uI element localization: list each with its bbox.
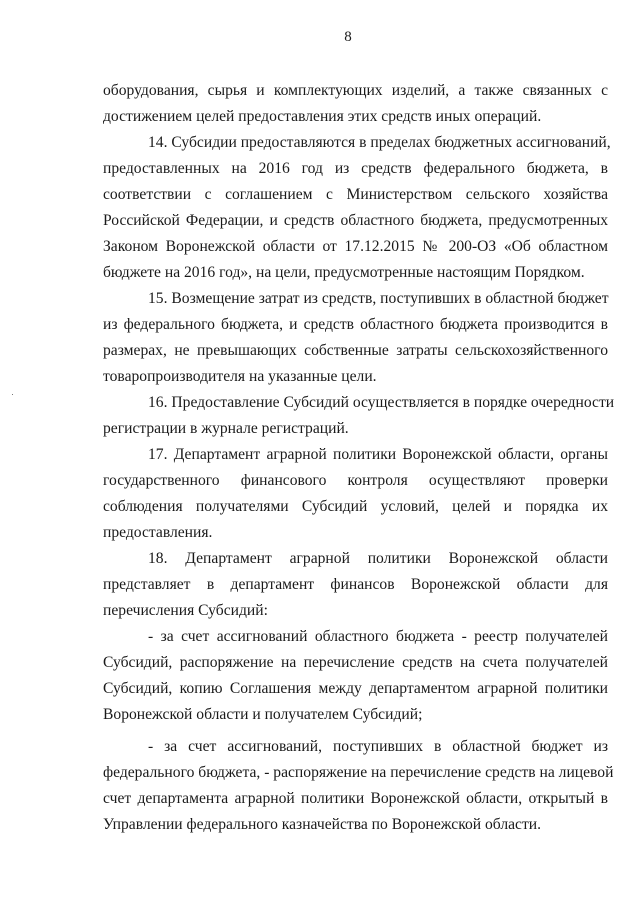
text-line: размерах, не превышающих собственные затраты сельскохозяйственного (103, 342, 608, 359)
text-line: соответствии с соглашением с Министерством сельского хозяйства (103, 186, 608, 203)
text-line: 15. Возмещение затрат из средств, поступивших в областной бюджет (148, 290, 609, 307)
page-number: 8 (344, 29, 352, 45)
text-line: 16. Предоставление Субсидий осуществляется в порядке очередности (148, 394, 615, 411)
text-line: из федерального бюджета, и средств областного бюджета производится в (103, 316, 608, 333)
text-line: - за счет ассигнований, поступивших в областной бюджет из (148, 738, 608, 755)
text-line: 14. Субсидии предоставляются в пределах бюджетных ассигнований, (148, 134, 611, 151)
text-line: - за счет ассигнований областного бюджета - реестр получателей (148, 628, 608, 645)
text-line: счет департамента аграрной политики Воронежской области, открытый в (103, 790, 608, 807)
text-line: 18. Департамент аграрной политики Воронежской области (148, 550, 608, 567)
text-line: предоставления. (103, 524, 213, 541)
text-line: 17. Департамент аграрной политики Воронежской области, органы (148, 446, 608, 463)
text-line: предоставленных на 2016 год из средств федерального бюджета, в (103, 160, 608, 177)
text-line: перечисления Субсидий: (103, 602, 268, 619)
text-line: представляет в департамент финансов Воронежской области для (103, 576, 608, 593)
text-line: государственного финансового контроля осуществляют проверки (103, 472, 608, 489)
text-line: Субсидий, копию Соглашения между департаментом аграрной политики (103, 680, 608, 697)
text-line: бюджете на 2016 год», на цели, предусмотренные настоящим Порядком. (103, 264, 585, 281)
text-line: оборудования, сырья и комплектующих изделий, а также связанных с (103, 82, 608, 99)
text-line: достижением целей предоставления этих средств иных операций. (103, 108, 542, 125)
scan-artifact-dot (12, 394, 13, 395)
text-line: Субсидий, распоряжение на перечисление средств на счета получателей (103, 654, 608, 671)
text-line: федерального бюджета, - распоряжение на перечисление средств на лицевой (103, 764, 614, 781)
text-line: соблюдения получателями Субсидий условий, целей и порядка их (103, 498, 608, 515)
text-line: Управлении федерального казначейства по Воронежской области. (103, 816, 542, 833)
text-line: регистрации в журнале регистраций. (103, 420, 349, 437)
text-line: Законом Воронежской области от 17.12.2015 № 200-ОЗ «Об областном (103, 238, 608, 255)
text-line: Воронежской области и получателем Субсидий; (103, 706, 423, 723)
text-line: товаропроизводителя на указанные цели. (103, 368, 377, 385)
text-line: Российской Федерации, и средств областного бюджета, предусмотренных (103, 212, 608, 229)
